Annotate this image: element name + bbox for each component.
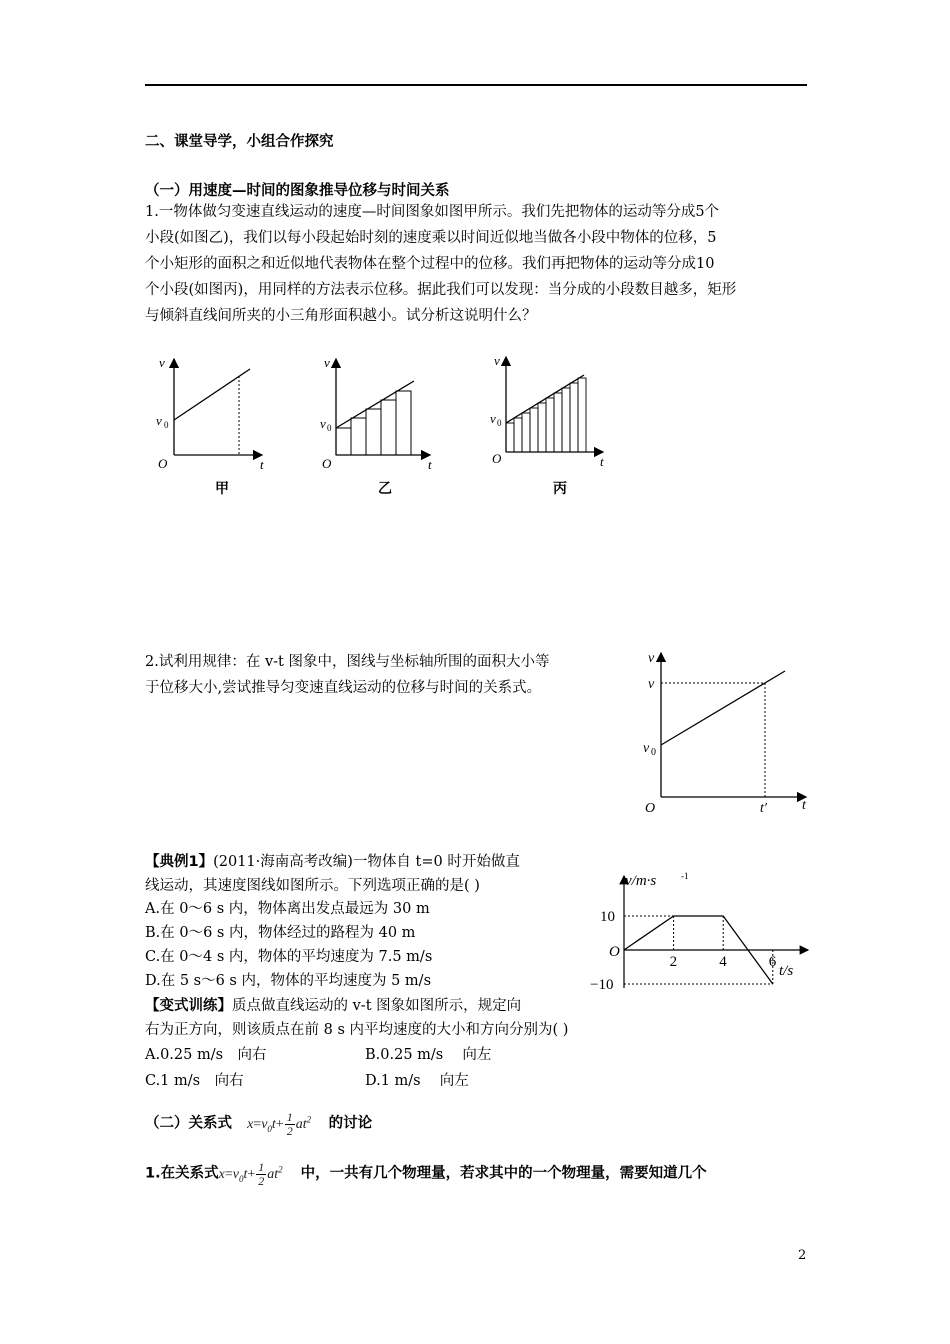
part2-q1-post: 中，一共有几个物理量，若求其中的一个物理量，需要知道几个	[300, 1165, 707, 1182]
variant-stem: 质点做直线运动的 v-t 图象如图所示，规定向	[232, 998, 522, 1014]
paragraph-line: 小段(如图乙)，我们以每小段起始时刻的速度乘以时间近似地当做各小段中物体的位移，5	[145, 230, 717, 246]
caption-jia: 甲	[215, 482, 229, 497]
caption-bing: 丙	[553, 482, 567, 497]
page-number: 2	[798, 1248, 807, 1263]
example1-tag: 【典例1】	[145, 854, 214, 870]
variant-line: 右为正方向，则该质点在前 8 s 内平均速度的大小和方向分别为( )	[145, 1022, 569, 1038]
option-a: A.在 0～6 s 内，物体离出发点最远为 30 m	[145, 901, 430, 917]
q2-line: 于位移大小,尝试推导匀变速直线运动的位移与时间的关系式。	[145, 680, 542, 696]
axis-v-label: v	[494, 353, 500, 368]
x-axis-label: t/s	[779, 963, 794, 979]
y-tick-label: −10	[590, 977, 614, 993]
part2-q1-pre: 1.在关系式	[145, 1165, 219, 1182]
variant-tag: 【变式训练】	[145, 998, 232, 1014]
vt-figures-row	[150, 345, 620, 505]
axis-t-label: t	[428, 457, 432, 472]
axis-v-label: v	[324, 355, 330, 370]
x-tick-label: 2	[669, 954, 678, 970]
paragraph-line: 个小矩形的面积之和近似地代表物体在整个过程中的位移。我们再把物体的运动等分成10	[145, 256, 715, 272]
kinematics-formula: $x=v_0t+$ $\frac{1}{2}$ $at^2$	[247, 1109, 312, 1138]
example1-line: 线运动，其速度图线如图所示。下列选项正确的是( )	[145, 878, 480, 894]
paragraph-line: 1.一物体做匀变速直线运动的速度—时间图象如图甲所示。我们先把物体的运动等分成5个	[145, 204, 720, 220]
axis-v0-label: v	[643, 741, 650, 756]
axis-t-label: t	[260, 457, 264, 472]
example1-vt-chart	[590, 866, 818, 996]
variant-option-c: C.1 m/s 向右	[145, 1073, 244, 1089]
origin-label: O	[158, 456, 168, 471]
option-b: B.在 0～6 s 内，物体经过的路程为 40 m	[145, 925, 416, 941]
y-axis-label: v/m·s	[625, 873, 657, 889]
axis-v0-label: v	[156, 413, 162, 428]
origin-label: O	[609, 944, 620, 960]
part2-title-post: 的讨论	[328, 1115, 373, 1132]
axis-v0-label: v	[320, 416, 326, 431]
variant-option-a: A.0.25 m/s 向右	[145, 1047, 267, 1063]
part2-title	[145, 1109, 372, 1138]
axis-v0-sub: 0	[327, 423, 332, 433]
t-prime-label: t′	[760, 801, 767, 816]
paragraph-line: 个小段(如图丙)，用同样的方法表示位移。据此我们可以发现：当分成的小段数目越多，矩形	[145, 282, 737, 298]
axis-v-label: v	[648, 651, 655, 666]
part2-q1	[145, 1159, 707, 1188]
paragraph-line: 与倾斜直线间所夹的小三角形面积越小。试分析这说明什么？	[145, 308, 537, 324]
x-tick-label: 6	[768, 954, 777, 970]
v-value-label: v	[648, 677, 655, 692]
y-tick-label: 10	[600, 909, 615, 925]
kinematics-formula: $x=v_0t+$ $\frac{1}{2}$ $at^2$	[218, 1159, 283, 1188]
part1-title: （一）用速度—时间的图象推导位移与时间关系	[145, 183, 450, 199]
origin-label: O	[322, 456, 332, 471]
x-tick-label: 4	[719, 954, 727, 970]
example1-stem: (2011·海南高考改编)一物体自 t=0 时开始做直	[213, 854, 520, 870]
option-d: D.在 5 s～6 s 内，物体的平均速度为 5 m/s	[145, 973, 432, 989]
caption-yi: 乙	[378, 482, 392, 497]
part2-title-pre: （二）关系式	[145, 1115, 232, 1132]
variant-line	[145, 996, 521, 1016]
option-c: C.在 0～4 s 内，物体的平均速度为 7.5 m/s	[145, 949, 433, 965]
axis-v0-sub: 0	[651, 747, 656, 758]
figure-bing	[490, 353, 604, 469]
origin-label: O	[492, 451, 502, 466]
axis-t-label: t	[600, 454, 604, 469]
axis-v0-label: v	[490, 411, 496, 426]
variant-option-b: B.0.25 m/s 向左	[365, 1047, 492, 1063]
figure-jia	[156, 355, 264, 472]
q2-vt-graph	[640, 645, 820, 820]
example1-line	[145, 852, 520, 872]
variant-option-d: D.1 m/s 向左	[365, 1073, 469, 1089]
section-title: 二、课堂导学，小组合作探究	[145, 134, 334, 150]
axis-t-label: t	[802, 798, 806, 813]
figure-yi	[320, 355, 432, 472]
axis-v0-sub: 0	[497, 418, 502, 428]
axis-v-label: v	[159, 355, 165, 370]
q2-line: 2.试利用规律：在 v-t 图象中，图线与坐标轴所围的面积大小等	[145, 654, 550, 670]
origin-label: O	[645, 801, 656, 816]
header-rule	[145, 84, 807, 86]
y-axis-label-sup: -1	[681, 871, 689, 881]
axis-v0-sub: 0	[164, 420, 169, 430]
